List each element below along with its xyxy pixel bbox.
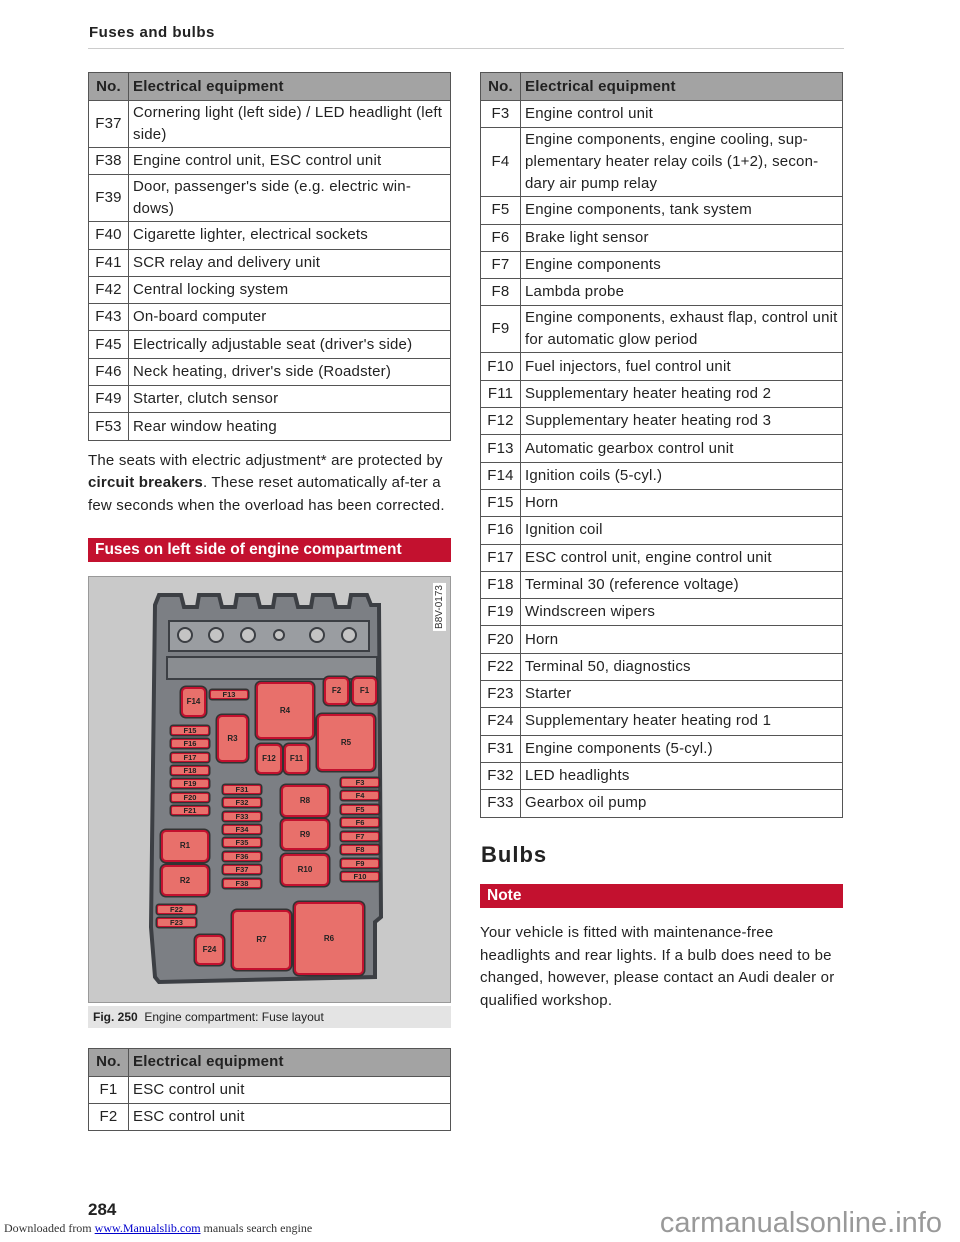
fuse-equipment: Electrically adjustable seat (driver's side) — [129, 331, 451, 358]
fuse-number: F4 — [481, 128, 521, 197]
fuse-number: F16 — [481, 517, 521, 544]
table-row — [89, 101, 451, 148]
fuse-slot: R4 — [256, 682, 314, 739]
table-row — [89, 331, 451, 358]
table-row — [89, 249, 451, 276]
fuse-equipment: Supplementary heater heating rod 3 — [521, 408, 843, 435]
fuse-number: F23 — [481, 681, 521, 708]
table-row — [89, 222, 451, 249]
table-row — [481, 735, 843, 762]
fuse-equipment: Gearbox oil pump — [521, 790, 843, 817]
table-row — [481, 224, 843, 251]
fuse-slot: F32 — [223, 798, 261, 807]
left-fuse-table — [88, 72, 451, 441]
fuse-slot: R6 — [294, 902, 364, 975]
table-row — [89, 358, 451, 385]
table-row — [89, 413, 451, 440]
table-row — [89, 386, 451, 413]
fuse-equipment: Supplementary heater heating rod 2 — [521, 380, 843, 407]
fuse-equipment: Ignition coils (5-cyl.) — [521, 462, 843, 489]
fuse-number: F38 — [89, 148, 129, 175]
fuse-equipment: Brake light sensor — [521, 224, 843, 251]
fuse-number: F22 — [481, 653, 521, 680]
fuse-number: F9 — [481, 306, 521, 353]
table-row — [481, 626, 843, 653]
fuse-slot: F22 — [157, 905, 196, 914]
fuse-equipment: On-board computer — [129, 304, 451, 331]
fuse-equipment: Fuel injectors, fuel control unit — [521, 353, 843, 380]
table-row — [481, 762, 843, 789]
fuse-slot: F13 — [210, 690, 248, 699]
fuse-number: F24 — [481, 708, 521, 735]
fuse-number: F46 — [89, 358, 129, 385]
fuse-number: F49 — [89, 386, 129, 413]
fuse-equipment: Lambda probe — [521, 279, 843, 306]
table-row — [481, 306, 843, 353]
table-row — [481, 790, 843, 817]
figure-number: Fig. 250 — [93, 1009, 138, 1024]
fuse-slot: F15 — [171, 726, 209, 735]
bulbs-heading: Bulbs — [481, 842, 548, 867]
fuse-number: F53 — [89, 413, 129, 440]
fuse-equipment: Horn — [521, 489, 843, 516]
fuse-slot: F1 — [352, 677, 377, 705]
table-header-row — [89, 1048, 451, 1076]
fuse-equipment: ESC control unit — [129, 1104, 451, 1131]
table-row — [481, 353, 843, 380]
fuse-number: F1 — [89, 1076, 129, 1103]
fuse-slot: R8 — [281, 785, 329, 817]
fuse-layout-figure — [88, 576, 451, 1003]
fuse-number: F20 — [481, 626, 521, 653]
fuse-equipment: Engine control unit — [521, 101, 843, 128]
table-row — [481, 197, 843, 224]
note-text: The seats with electric adjustment* are protected by — [88, 451, 443, 469]
fuse-slot: F8 — [341, 845, 379, 854]
fuse-slot: F12 — [256, 744, 282, 774]
fuse-slot: F4 — [341, 791, 379, 800]
table-row — [481, 517, 843, 544]
fuse-number: F39 — [89, 175, 129, 222]
seats-note — [88, 450, 451, 518]
download-notice — [4, 1221, 312, 1236]
fuse-number: F41 — [89, 249, 129, 276]
col-no: No. — [89, 1048, 129, 1076]
table-row — [89, 1104, 451, 1131]
fuse-slot: F21 — [171, 806, 209, 815]
table-header-row — [481, 73, 843, 101]
fuse-equipment: Central locking system — [129, 276, 451, 303]
fuse-number: F7 — [481, 251, 521, 278]
dl-suffix: manuals search engine — [200, 1221, 313, 1235]
fuse-equipment: ESC control unit, engine control unit — [521, 544, 843, 571]
fuse-slot: F19 — [171, 779, 209, 788]
fuse-number: F42 — [89, 276, 129, 303]
fuse-slot: F38 — [223, 879, 261, 888]
fuse-number: F13 — [481, 435, 521, 462]
fuse-slot: R2 — [161, 865, 209, 896]
fuse-slot: F6 — [341, 818, 379, 827]
fuse-slot: F16 — [171, 739, 209, 748]
fuse-slot: R9 — [281, 819, 329, 850]
watermark: carmanualsonline.info — [659, 1207, 942, 1239]
bottom-fuse-table — [88, 1048, 451, 1132]
table-row — [89, 148, 451, 175]
table-row — [481, 101, 843, 128]
fuse-slot: F36 — [223, 852, 261, 861]
fuse-equipment: Engine components, tank system — [521, 197, 843, 224]
fuse-slot: F14 — [181, 687, 206, 717]
fuse-slot: R7 — [232, 910, 291, 970]
fuse-equipment: Starter, clutch sensor — [129, 386, 451, 413]
fuse-slot: F35 — [223, 838, 261, 847]
fuse-equipment: LED headlights — [521, 762, 843, 789]
table-row — [481, 708, 843, 735]
table-row — [481, 128, 843, 197]
note-bold: circuit breakers — [88, 474, 203, 492]
fuse-number: F18 — [481, 571, 521, 598]
fuse-slot: F31 — [223, 785, 261, 794]
table-row — [481, 435, 843, 462]
fuse-number: F45 — [89, 331, 129, 358]
fuse-slot: F17 — [171, 753, 209, 762]
fuse-number: F32 — [481, 762, 521, 789]
fuse-number: F12 — [481, 408, 521, 435]
fuse-slot: F10 — [341, 872, 379, 881]
table-row — [481, 653, 843, 680]
fuse-number: F2 — [89, 1104, 129, 1131]
fuse-slot: F9 — [341, 859, 379, 868]
fuse-slot: R10 — [281, 854, 329, 886]
col-equipment: Electrical equipment — [129, 1048, 451, 1076]
fuse-equipment: Ignition coil — [521, 517, 843, 544]
fuse-equipment: Rear window heating — [129, 413, 451, 440]
fuse-number: F37 — [89, 101, 129, 148]
note-band: Note — [480, 884, 843, 908]
fuse-slot: F24 — [195, 935, 224, 965]
fuse-equipment: Windscreen wipers — [521, 599, 843, 626]
fuse-number: F14 — [481, 462, 521, 489]
table-row — [481, 489, 843, 516]
table-row — [89, 175, 451, 222]
fuse-equipment: Engine components, exhaust flap, control unit for automatic glow period — [521, 306, 843, 353]
table-row — [89, 1076, 451, 1103]
table-row — [481, 462, 843, 489]
fuse-slot: F34 — [223, 825, 261, 834]
fuse-number: F43 — [89, 304, 129, 331]
bulbs-text: Your vehicle is fitted with maintenance-free headlights and rear lights. If a bulb does need to be changed, however, please contact an Audi dealer or qualified workshop. — [480, 924, 835, 1010]
fuse-slot: F23 — [157, 918, 196, 927]
fuse-equipment: Starter — [521, 681, 843, 708]
fuse-slot: F18 — [171, 766, 209, 775]
col-equipment: Electrical equipment — [521, 73, 843, 101]
fuse-equipment: Automatic gearbox control unit — [521, 435, 843, 462]
table-row — [89, 304, 451, 331]
fuse-slot: R5 — [317, 714, 375, 771]
figure-code: B8V-0173 — [434, 584, 445, 629]
fuse-number: F15 — [481, 489, 521, 516]
fuse-equipment: Engine control unit, ESC control unit — [129, 148, 451, 175]
fuse-slot: F3 — [341, 778, 379, 787]
fuse-slot: R3 — [217, 715, 248, 762]
fuse-number: F40 — [89, 222, 129, 249]
fuse-slot: F37 — [223, 865, 261, 874]
page-number: 284 — [88, 1200, 117, 1219]
fuse-number: F10 — [481, 353, 521, 380]
fuse-equipment: Horn — [521, 626, 843, 653]
fuse-equipment: Terminal 30 (reference voltage) — [521, 571, 843, 598]
fuse-equipment: Neck heating, driver's side (Roadster) — [129, 358, 451, 385]
table-row — [481, 544, 843, 571]
fuse-equipment: Cornering light (left side) / LED headlight (left side) — [129, 101, 451, 148]
table-row — [89, 276, 451, 303]
fuse-equipment: Engine components (5-cyl.) — [521, 735, 843, 762]
fuse-slot: F20 — [171, 793, 209, 802]
table-row — [481, 681, 843, 708]
table-row — [481, 571, 843, 598]
col-no: No. — [89, 73, 129, 101]
fuse-equipment: Cigarette lighter, electrical sockets — [129, 222, 451, 249]
fuse-equipment: Engine components — [521, 251, 843, 278]
fuse-equipment: ESC control unit — [129, 1076, 451, 1103]
fuse-number: F3 — [481, 101, 521, 128]
fuse-equipment: Door, passenger's side (e.g. electric win-dows) — [129, 175, 451, 222]
fuse-equipment: Engine components, engine cooling, sup-plementary heater relay coils (1+2), secon-dary air pump relay — [521, 128, 843, 197]
left-column — [88, 72, 451, 1131]
fuse-number: F6 — [481, 224, 521, 251]
table-row — [481, 599, 843, 626]
col-equipment: Electrical equipment — [129, 73, 451, 101]
fuse-number: F19 — [481, 599, 521, 626]
fuse-equipment: Terminal 50, diagnostics — [521, 653, 843, 680]
fuse-slot: F5 — [341, 805, 379, 814]
col-no: No. — [481, 73, 521, 101]
table-row — [481, 279, 843, 306]
fuse-slot: F33 — [223, 812, 261, 821]
figure-caption — [88, 1006, 451, 1028]
table-row — [481, 408, 843, 435]
table-header-row — [89, 73, 451, 101]
page-header: Fuses and bulbs — [89, 24, 215, 41]
fuse-equipment: Supplementary heater heating rod 1 — [521, 708, 843, 735]
table-row — [481, 380, 843, 407]
fuse-slot: F7 — [341, 832, 379, 841]
fuse-number: F11 — [481, 380, 521, 407]
fuse-equipment: SCR relay and delivery unit — [129, 249, 451, 276]
dl-prefix: Downloaded from — [4, 1221, 95, 1235]
right-fuse-table — [480, 72, 843, 818]
header-divider — [88, 48, 844, 49]
manualslib-link[interactable]: www.Manualslib.com — [94, 1221, 201, 1235]
table-row — [481, 251, 843, 278]
fuse-number: F17 — [481, 544, 521, 571]
fuse-slot: F2 — [324, 677, 349, 705]
fuse-number: F5 — [481, 197, 521, 224]
fuse-slot: R1 — [161, 830, 209, 862]
section-heading-left-engine: Fuses on left side of engine compartment — [88, 538, 451, 562]
note-text-end: . These reset automatically af-ter a few seconds when the overload has been corrected. — [88, 474, 445, 515]
fuse-slot: F11 — [284, 744, 309, 774]
fuse-number: F8 — [481, 279, 521, 306]
figure-caption-text: Engine compartment: Fuse layout — [144, 1009, 324, 1024]
fuse-number: F31 — [481, 735, 521, 762]
fuse-number: F33 — [481, 790, 521, 817]
